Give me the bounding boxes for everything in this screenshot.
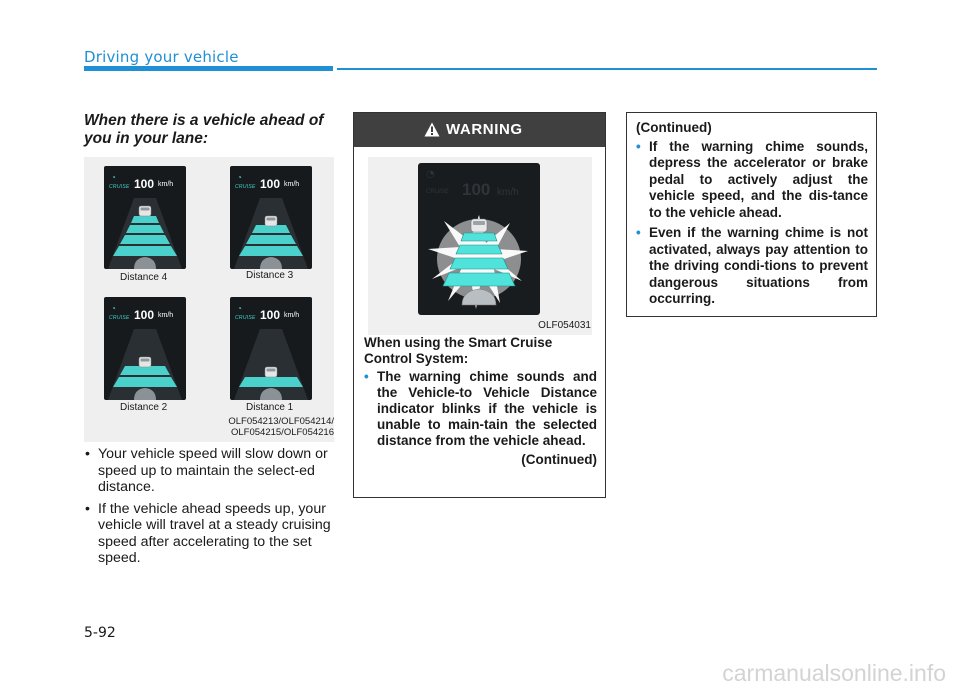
warning-header [354, 113, 605, 147]
lane-bar [246, 235, 296, 244]
set-speed: 100 [134, 308, 155, 322]
lane-bar [113, 246, 177, 256]
cruise-label: CRUISE [109, 184, 130, 190]
distance-3-label: Distance 3 [246, 270, 294, 281]
watermark-text: carmanualsonline.info [722, 660, 946, 686]
distance-4-label: Distance 4 [120, 272, 168, 283]
warning-intro: When using the Smart Cruise Control System: [364, 335, 553, 366]
cruise-icon: ◔ [237, 304, 242, 313]
lane-bar [113, 377, 177, 387]
continued-title: (Continued) [636, 120, 712, 135]
distance-figure [84, 157, 334, 442]
list-item: • Even if the warning chime is not activated, always pay attention to the driving condi-tions to prevent dangerous situations from occurring. [636, 225, 868, 308]
set-speed: 100 [462, 180, 491, 199]
section-title: Driving your vehicle [84, 48, 239, 66]
speed-unit: km/h [158, 312, 174, 319]
warning-text [364, 335, 597, 468]
lane-bar [131, 216, 159, 223]
speed-unit: km/h [284, 181, 300, 188]
cruise-label: CRUISE [235, 184, 256, 190]
warning-icon [424, 122, 440, 137]
warning-box [353, 112, 606, 498]
lane-bar [126, 225, 164, 233]
lane-bar [239, 377, 303, 387]
warning-cluster [418, 163, 540, 315]
list-item: • Your vehicle speed will slow down or speed up to maintain the select-ed distance. [84, 446, 336, 496]
body-bullets [84, 446, 336, 572]
cruise-label: CRUISE [235, 315, 256, 321]
speed-unit: km/h [497, 187, 519, 198]
cruise-icon: ◔ [111, 173, 116, 182]
warning-figure [368, 157, 592, 335]
cluster-distance-2 [104, 297, 186, 400]
lane-bar [239, 246, 303, 256]
cluster-distance-1 [230, 297, 312, 400]
cruise-label: CRUISE [426, 189, 449, 195]
speed-unit: km/h [158, 181, 174, 188]
speed-unit: km/h [284, 312, 300, 319]
set-speed: 100 [134, 177, 155, 191]
figure-code: OLF054213/OLF054214/ OLF054215/OLF054216 [228, 416, 334, 438]
distance-road-graphic [230, 194, 312, 269]
subheading: When there is a vehicle ahead of you in your lane: [84, 112, 324, 147]
distance-1-label: Distance 1 [246, 402, 294, 413]
header-rule-thick [84, 66, 333, 71]
cluster-distance-3 [230, 166, 312, 269]
set-speed: 100 [260, 308, 281, 322]
cluster-distance-4 [104, 166, 186, 269]
header-rule-thin [337, 68, 877, 70]
lead-vehicle-icon [471, 219, 487, 232]
lead-vehicle-icon [139, 206, 151, 216]
list-item: • If the warning chime sounds, depress the accelerator or brake pedal to actively adjust the vehicle speed, and the dis-tance to the vehicle ahead. [636, 139, 868, 222]
lead-vehicle-icon [139, 357, 151, 367]
left-column [84, 112, 334, 148]
lead-vehicle-icon [265, 367, 277, 377]
page-number: 5-92 [84, 625, 116, 641]
continued-note: (Continued) [521, 452, 597, 467]
cruise-icon: ◔ [111, 304, 116, 313]
warning-label: WARNING [446, 121, 523, 138]
set-speed: 100 [260, 177, 281, 191]
cruise-icon: ◔ [426, 169, 435, 180]
list-item: • If the vehicle ahead speeds up, your vehicle will travel at a steady cruising speed after accelerating to the set speed. [84, 501, 336, 567]
distance-road-graphic [230, 325, 312, 400]
lane-bar [120, 366, 170, 375]
list-item: • The warning chime sounds and the Vehicle-to Vehicle Distance indicator blinks if the vehicle is unable to main-tain the selected distance from the vehicle ahead. [364, 369, 597, 449]
cruise-icon: ◔ [237, 173, 242, 182]
distance-road-graphic [104, 325, 186, 400]
distance-road-graphic [104, 194, 186, 269]
warning-figure-code: OLF054031 [538, 320, 591, 331]
lane-bar [120, 235, 170, 244]
warning-cluster-graphic [418, 163, 540, 315]
lead-vehicle-icon [265, 216, 277, 226]
distance-2-label: Distance 2 [120, 402, 168, 413]
continued-box [626, 112, 877, 317]
cruise-label: CRUISE [109, 315, 130, 321]
